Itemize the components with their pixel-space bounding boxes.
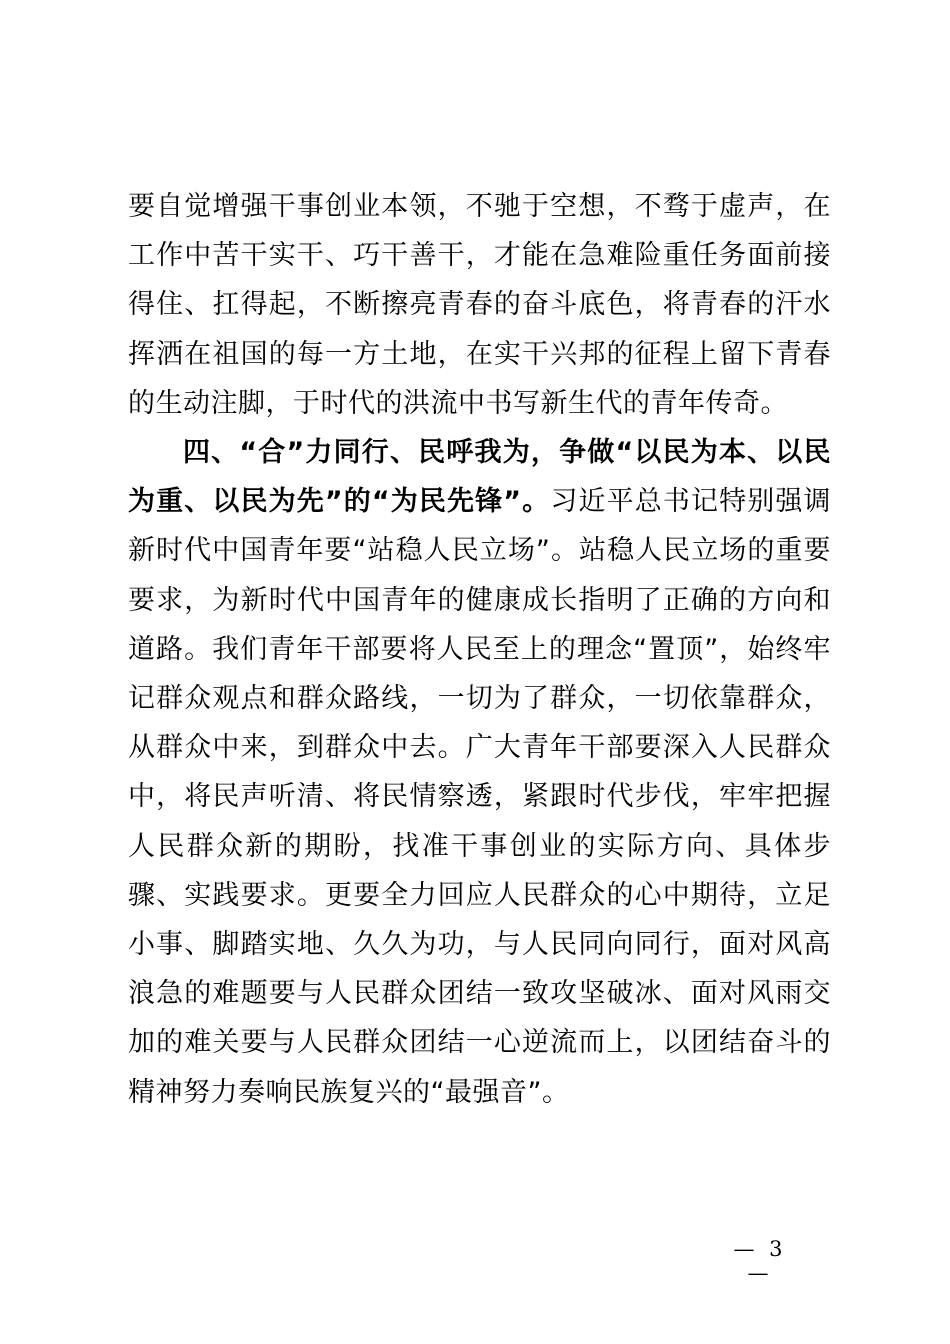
paragraph-section-four [128, 428, 831, 1117]
paragraph-continued: 要自觉增强干事创业本领，不驰于空想，不骛于虚声，在工作中苦干实干、巧干善干，才能在急难险重任务面前接得住、扛得起，不断擦亮青春的奋斗底色，将青春的汗水挥洒在祖国的每一方土地，在实干兴邦的征程上留下青春的生动注脚，于时代的洪流中书写新生代的青年传奇。 [128, 191, 831, 419]
page-number: — 3 — [733, 1237, 787, 1285]
section-heading: 四、“合”力同行、民呼我为，争做“以民为本、以民为重、以民为先”的“为民先锋”。 [128, 437, 831, 518]
section-body-text: 习近平总书记特别强调新时代中国青年要“站稳人民立场”。站稳人民立场的重要要求，为新时代中国青年的健康成长指明了正确的方向和道路。我们青年干部要将人民至上的理念“置顶”，始终牢记群众观点和群众路线，一切为了群众，一切依靠群众，从群众中来，到群众中去。广大青年干部要深入人民群众中，将民声听清、将民情察透，紧跟时代步伐，牢牢把握人民群众新的期盼，找准干事创业的实际方向、具体步骤、实践要求。更要全力回应人民群众的心中期待，立足小事、脚踏实地、久久为功，与人民同向同行，面对风高浪急的难题要与人民群众团结一致攻坚破冰、面对风雨交加的难关要与人民群众团结一心逆流而上，以团结奋斗的精神努力奏响民族复兴的“最强音”。 [128, 486, 831, 1108]
document-body [128, 182, 831, 1117]
